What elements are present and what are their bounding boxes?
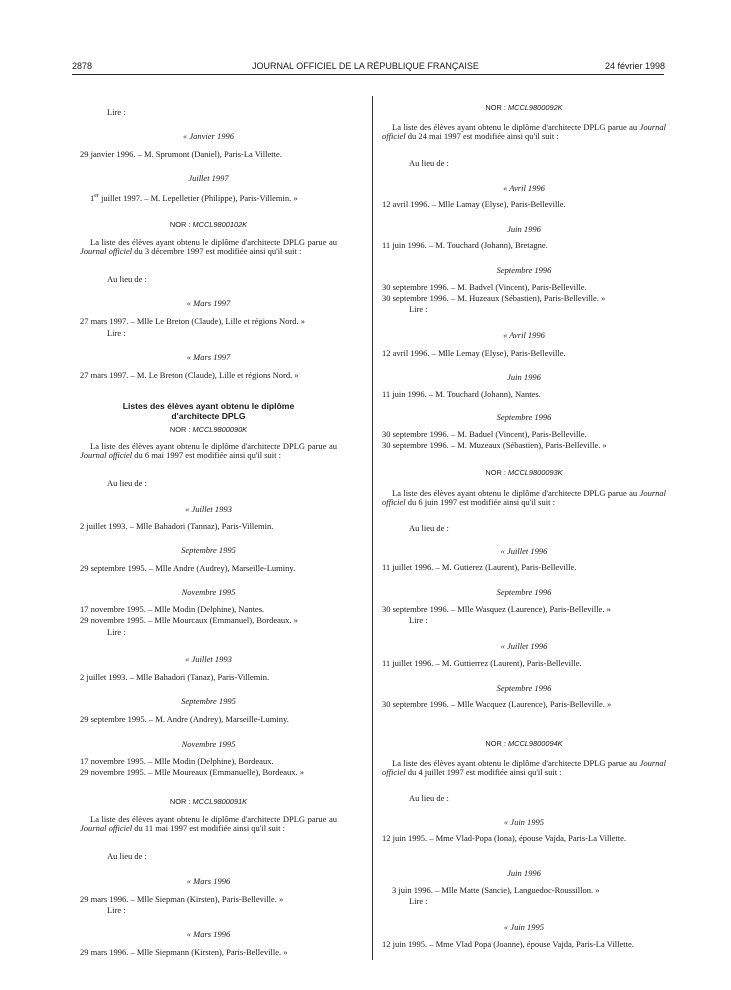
month-heading: Juin 1996 (507, 224, 541, 234)
month-heading: Juin 1996 (507, 868, 541, 878)
nor-code: MCCL9800093K (507, 468, 563, 477)
au-lieu-de-label: Au lieu de : (107, 478, 147, 488)
notice-paragraph: La liste des élèves ayant obtenu le diplôme d'architecte DPLG parue au Journal officiel du 3 décembre 1997 est modifiée ainsi qu'il suit : (80, 237, 337, 257)
entry: 30 septembre 1996. – Mlle Wacquez (Laurence), Paris-Belleville. » (382, 699, 612, 709)
nor-reference (80, 220, 337, 230)
entry: 11 juillet 1996. – M. Guttierrez (Laurent), Paris-Belleville. (382, 658, 582, 668)
au-lieu-de-label: Au lieu de : (107, 851, 147, 861)
month-heading: Septembre 1996 (496, 265, 552, 275)
notice-paragraph: La liste des élèves ayant obtenu le diplôme d'architecte DPLG parue au Journal officiel du 24 mai 1997 est modifiée ainsi qu'il suit : (382, 122, 666, 142)
nor-code: MCCL9800092K (507, 103, 563, 112)
nor-code: MCCL9800090K (192, 425, 248, 434)
month-heading: Juillet 1997 (188, 173, 229, 183)
entry: 29 septembre 1995. – M. Andre (Andrey), Marseille-Luminy. (80, 714, 289, 724)
entry: 12 avril 1996. – Mlle Lamay (Elyse), Paris-Belleville. (382, 199, 566, 209)
entry: 12 juin 1995. – Mme Vlad-Popa (Iona), épouse Vajda, Paris-La Villette. (382, 833, 627, 843)
entry: 29 septembre 1995. – Mlle Andre (Audrey), Marseille-Luminy. (80, 563, 296, 573)
notice-paragraph: La liste des élèves ayant obtenu le diplôme d'architecte DPLG parue au Journal officiel du 6 juin 1997 est modifiée ainsi qu'il suit : (382, 488, 666, 508)
month-heading: « Juillet 1993 (185, 504, 232, 514)
au-lieu-de-label: Au lieu de : (409, 523, 449, 533)
entry: 29 mars 1996. – Mlle Siepman (Kirsten), Paris-Belleville. » (80, 894, 284, 904)
month-heading: Juin 1996 (507, 372, 541, 382)
month-heading: Septembre 1995 (181, 545, 236, 555)
month-heading: « Mars 1997 (186, 352, 231, 362)
entry: 2 juillet 1993. – Mlle Bahadori (Tanaz), Paris-Villemin. (80, 672, 270, 682)
entry: 3 juin 1996. – Mlle Matte (Sancie), Languedoc-Roussillon. » (392, 885, 600, 895)
journal-title: JOURNAL OFFICIEL DE LA RÉPUBLIQUE FRANÇAISE (252, 61, 479, 71)
entry: 30 septembre 1996. – Mlle Wasquez (Laurence), Paris-Belleville. » (382, 604, 611, 614)
month-heading: « Mars 1997 (186, 298, 231, 308)
entry: 29 novembre 1995. – Mlle Mourcaux (Emmanuel), Bordeaux. » (80, 615, 298, 625)
entry: 12 juin 1995. – Mme Vlad Popa (Joanne), épouse Vajda, Paris-La Villette. (382, 939, 634, 949)
nor-reference (382, 468, 666, 478)
entry: 11 juillet 1996. – M. Gutierez (Laurent), Paris-Belleville. (382, 562, 577, 572)
au-lieu-de-label: Au lieu de : (409, 158, 449, 168)
month-heading: « Juin 1995 (503, 922, 545, 932)
month-heading: « Juillet 1996 (500, 546, 548, 556)
nor-label: NOR : (485, 103, 508, 112)
entry: 30 septembre 1996. – M. Badvel (Vincent), Paris-Belleville. (382, 282, 587, 292)
entry: 30 septembre 1996. – M. Muzeaux (Sébastien), Paris-Belleville. » (382, 440, 607, 450)
lire-label: Lire : (409, 615, 428, 625)
entry: 29 janvier 1996. – M. Sprumont (Daniel), Paris-La Villette. (80, 149, 282, 159)
nor-label: NOR : (485, 739, 508, 748)
notice-paragraph: La liste des élèves ayant obtenu le diplôme d'architecte DPLG parue au Journal officiel du 6 mai 1997 est modifiée ainsi qu'il suit : (80, 441, 337, 461)
lire-label: Lire : (107, 627, 126, 637)
entry: 12 avril 1996. – Mlle Lemay (Elyse), Paris-Belleville. (382, 348, 566, 358)
lire-label: Lire : (409, 896, 428, 906)
month-heading: « Avril 1996 (503, 330, 545, 340)
nor-label: NOR : (169, 425, 193, 434)
notice-paragraph: La liste des élèves ayant obtenu le diplôme d'architecte DPLG parue au Journal officiel du 4 juillet 1997 est modifiée ainsi qu'il suit : (382, 758, 666, 778)
entry: 2 juillet 1993. – Mlle Bahadori (Tannaz), Paris-Villemin. (80, 521, 274, 531)
month-heading: « Juillet 1996 (500, 641, 548, 651)
notice-paragraph: La liste des élèves ayant obtenu le diplôme d'architecte DPLG parue au Journal officiel du 11 mai 1997 est modifiée ainsi qu'il suit : (80, 814, 337, 834)
lire-label: Lire : (107, 905, 126, 915)
entry: 11 juin 1996. – M. Touchard (Johann), Bretagne. (382, 240, 548, 250)
lire-label: Lire : (409, 304, 428, 314)
nor-code: MCCL9800091K (192, 797, 248, 806)
month-heading: « Mars 1996 (186, 876, 231, 886)
month-heading: Septembre 1996 (496, 587, 552, 597)
month-heading: Novembre 1995 (181, 587, 236, 597)
lire-label: Lire : (107, 107, 126, 117)
column-divider (372, 96, 373, 960)
entry: 27 mars 1997. – M. Le Breton (Claude), Lille et régions Nord. » (80, 370, 299, 380)
nor-code: MCCL9800102K (192, 220, 248, 229)
month-heading: « Mars 1996 (186, 929, 231, 939)
au-lieu-de-label: Au lieu de : (107, 274, 147, 284)
month-heading: « Janvier 1996 (183, 131, 234, 141)
month-heading: Novembre 1995 (181, 739, 236, 749)
month-heading: « Avril 1996 (503, 183, 545, 193)
entry: 29 mars 1996. – Mlle Siepmann (Kirsten), Paris-Belleville. » (80, 947, 288, 957)
entry: 29 novembre 1995. – Mlle Moureaux (Emmanuelle), Bordeaux. » (80, 767, 305, 777)
entry: 30 septembre 1996. – M. Huzeaux (Sébastien), Paris-Belleville. » (382, 293, 606, 303)
month-heading: « Juin 1995 (503, 817, 545, 827)
month-heading: Septembre 1996 (496, 683, 552, 693)
header-rule (72, 74, 664, 75)
month-heading: « Juillet 1993 (185, 654, 232, 664)
entry: 1er juillet 1997. – M. Lepelletier (Philippe), Paris-Villemin. » (90, 192, 298, 203)
entry: 17 novembre 1995. – Mlle Modin (Delphine), Bordeaux. (80, 756, 274, 766)
nor-reference (382, 739, 666, 749)
nor-label: NOR : (169, 797, 193, 806)
nor-label: NOR : (169, 220, 193, 229)
entry: 30 septembre 1996. – M. Baduel (Vincent), Paris-Belleville. (382, 429, 587, 439)
nor-reference (80, 425, 337, 435)
entry: 11 juin 1996. – M. Touchard (Johann), Nantes. (382, 389, 541, 399)
month-heading: Septembre 1995 (181, 696, 236, 706)
au-lieu-de-label: Au lieu de : (409, 793, 449, 803)
issue-date: 24 février 1998 (604, 61, 665, 71)
nor-reference (80, 797, 337, 807)
nor-label: NOR : (485, 468, 508, 477)
month-heading: Septembre 1996 (496, 412, 552, 422)
entry: 27 mars 1997. – Mlle Le Breton (Claude), Lille et régions Nord. » (80, 316, 305, 326)
page-number: 2878 (72, 61, 93, 71)
section-title: Listes des élèves ayant obtenu le diplôme d'architecte DPLG (122, 401, 295, 421)
nor-code: MCCL9800094K (507, 739, 563, 748)
lire-label: Lire : (107, 328, 126, 338)
entry: 17 novembre 1995. – Mlle Modin (Delphine), Nantes. (80, 604, 265, 614)
nor-reference (382, 103, 666, 113)
